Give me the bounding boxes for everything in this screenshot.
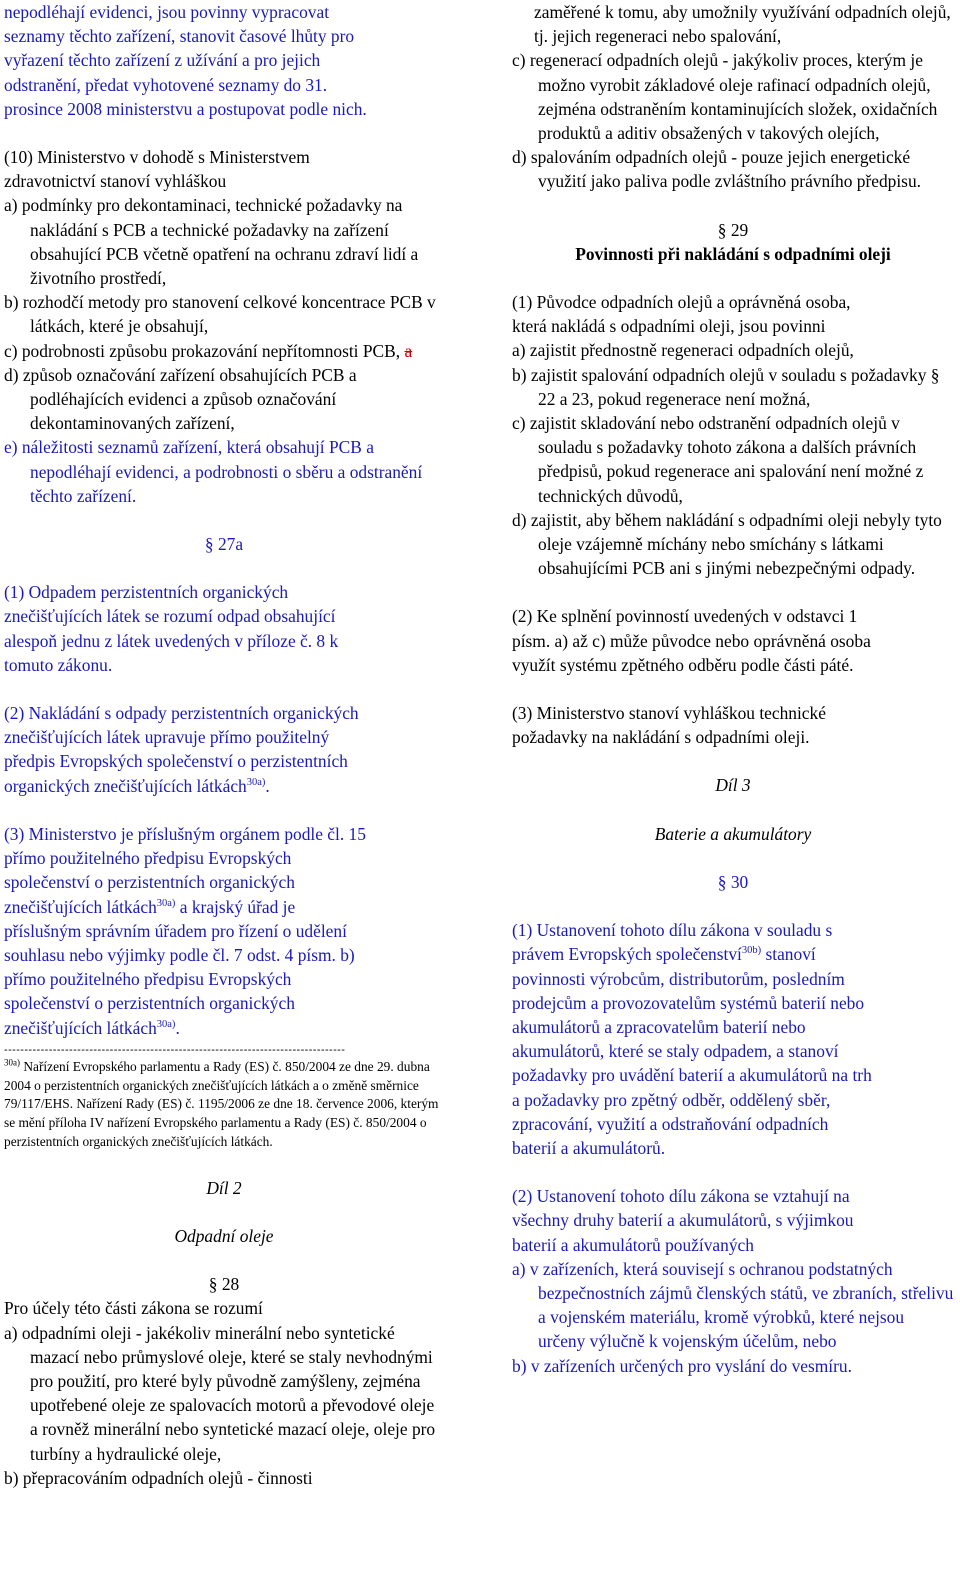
text-line: (1) Ustanovení tohoto dílu zákona v souladu s xyxy=(512,920,833,941)
list-item: b) zajistit spalování odpadních olejů v souladu s požadavky § 22 a 23, pokud regenerace není možná, xyxy=(512,364,940,409)
text-line: (10) Ministerstvo v dohodě s Ministerstvem xyxy=(4,147,310,168)
text-line: využít systému zpětného odběru podle části páté. xyxy=(512,654,854,675)
list-item: a) odpadními oleji - jakékoliv minerální nebo syntetické mazací nebo průmyslové oleje, které se staly nevhodnými pro použití, pro které byly původně zamýšleny, zejména upotřebené oleje ze spalovacích motorů a převodové oleje a rovněž minerální nebo syntetické mazací oleje, oleje pro turbíny a hydraulické oleje, xyxy=(4,1322,436,1464)
list-item: c) zajistit skladování nebo odstranění odpadních olejů v souladu s požadavky tohoto zákona a dalších právních předpisů, pokud regenerace ani spalování není možné z technických důvodů, xyxy=(512,413,924,506)
list-item-text: c) podrobnosti způsobu prokazování nepřítomnosti PCB, xyxy=(4,340,401,361)
list-item: b) v zařízeních určených pro vyslání do vesmíru. xyxy=(512,1355,852,1376)
text-span: organických znečišťujících látkách xyxy=(4,775,247,796)
text-line: přímo použitelného předpisu Evropských xyxy=(4,969,292,990)
text-line: požadavky na nakládání s odpadními oleji. xyxy=(512,727,810,748)
list-item: e) náležitosti seznamů zařízení, která obsahují PCB a nepodléhají evidenci, a podrobnosti o sběru a odstranění těchto zařízení. xyxy=(4,437,423,506)
list-item: d) spalováním odpadních olejů - pouze jejich energetické využití jako paliva podle zvláštního právního předpisu. xyxy=(512,147,921,192)
text-line: (1) Původce odpadních olejů a oprávněná osoba, xyxy=(512,292,851,313)
part-2-title: Odpadní oleje xyxy=(174,1225,274,1246)
section-28-heading: § 28 xyxy=(208,1274,240,1295)
text-line: požadavky pro uvádění baterií a akumulátorů na trh xyxy=(512,1065,872,1086)
list-item-continuation: zaměřené k tomu, aby umožnily využívání odpadních olejů, tj. jejich regeneraci nebo spalování, xyxy=(534,2,951,47)
text-line: zdravotnictví stanoví vyhláškou xyxy=(4,171,227,192)
sec29-paragraph-1 xyxy=(512,290,954,580)
text-line: seznamy těchto zařízení, stanovit časové lhůty pro xyxy=(4,26,355,47)
text-line: (3) Ministerstvo stanoví vyhláškou technické xyxy=(512,703,826,724)
list-item: c) regenerací odpadních olejů - jakýkoliv proces, kterým je možno vyrobit základové oleje rafinací odpadních olejů, zejména odstraněním kontaminujících složek, oxidačních produktů a aditiv obsažených v takových olejích, xyxy=(512,50,938,144)
text-line: (2) Ustanovení tohoto dílu zákona se vztahují na xyxy=(512,1186,850,1207)
text-line: povinnosti výrobcům, distributorům, posledním xyxy=(512,968,845,989)
text-line: nepodléhají evidenci, jsou povinny vypracovat xyxy=(4,2,330,22)
part-2-label: Díl 2 xyxy=(206,1177,242,1198)
sec30-paragraph-2 xyxy=(512,1184,954,1378)
text-line: tomuto zákonu. xyxy=(4,654,113,675)
text-span: . xyxy=(175,1017,180,1038)
footnote-ref: 30a) xyxy=(156,897,176,909)
text-line: odstranění, předat vyhotovené seznamy do 31. xyxy=(4,74,328,95)
text-line: alespoň jednu z látek uvedených v příloze č. 8 k xyxy=(4,630,339,651)
text-line: společenství o perzistentních organických xyxy=(4,993,295,1014)
text-span: znečišťujících látkách xyxy=(4,1017,157,1038)
text-line: společenství o perzistentních organických xyxy=(4,872,295,893)
paragraph-10 xyxy=(4,145,444,508)
text-span: znečišťujících látkách xyxy=(4,896,157,917)
footnote-ref: 30a) xyxy=(246,776,266,788)
text-line: baterií a akumulátorů používaných xyxy=(512,1234,754,1255)
sec29-paragraph-2 xyxy=(512,604,954,677)
struck-word: a xyxy=(404,340,413,361)
sec27a-paragraph-3 xyxy=(4,822,444,1040)
intro-paragraph xyxy=(4,0,444,121)
sec27a-paragraph-2 xyxy=(4,701,444,798)
text-line: a požadavky pro zpětný odběr, oddělený sběr, xyxy=(512,1089,831,1110)
text-span: stanoví xyxy=(761,944,816,965)
list-item: a) zajistit přednostně regeneraci odpadních olejů, xyxy=(512,340,854,361)
footnote-ref: 30b) xyxy=(741,945,762,957)
footnote-ref: 30a) xyxy=(156,1018,176,1030)
text-line: příslušným správním úřadem pro řízení o udělení xyxy=(4,920,347,941)
text-line: předpis Evropských společenství o perzistentních xyxy=(4,751,348,772)
text-line xyxy=(4,1016,444,1040)
text-span: právem Evropských společenství xyxy=(512,944,742,965)
section-29-heading: § 29 xyxy=(717,219,749,240)
list-item: a) podmínky pro dekontaminaci, technické požadavky na nakládání s PCB a technické požadavky na zařízení obsahující PCB včetně opatření na ochranu zdraví lidí a životního prostředí, xyxy=(4,195,419,289)
sec29-paragraph-3 xyxy=(512,701,954,749)
sec27a-paragraph-1 xyxy=(4,580,444,677)
footnote-text: Nařízení Evropského parlamentu a Rady (ES) č. 850/2004 ze dne 29. dubna 2004 o perzistentních organických znečišťujících látkách a o změně směrnice 79/117/EHS. Nařízení Rady (ES) č. 1195/2006 ze dne 18. července 2006, kterým se mění příloha IV nařízení Evropského parlamentu a Rady (ES) č. 850/2004 o perzistentních organických znečišťujících látkách. xyxy=(4,1058,439,1149)
text-line: přímo použitelného předpisu Evropských xyxy=(4,848,292,869)
list-item: b) přepracováním odpadních olejů - činnosti xyxy=(4,1467,313,1488)
text-line: všechny druhy baterií a akumulátorů, s výjimkou xyxy=(512,1210,854,1231)
list-item: a) v zařízeních, která souvisejí s ochranou podstatných bezpečnostních zájmů členských států, ve zbraních, střelivu a vojenském materiálu, kromě výrobků, které nejsou určeny výlučně k vojenským účelům, nebo xyxy=(512,1258,954,1352)
text-line: akumulátorů a zpracovatelům baterií nebo xyxy=(512,1016,806,1037)
list-item: d) zajistit, aby během nakládání s odpadními oleji nebyly tyto oleje vzájemně míchány nebo smíchány s látkami obsahujícími PCB ani s jinými nebezpečnými odpady. xyxy=(512,509,942,579)
text-line: akumulátorů, které se staly odpadem, a stanoví xyxy=(512,1041,839,1062)
text-line: zpracování, využití a odstraňování odpadních xyxy=(512,1113,829,1134)
text-line: (2) Nakládání s odpady perzistentních organických xyxy=(4,703,359,724)
list-item: d) způsob označování zařízení obsahujících PCB a podléhajících evidenci a způsob označování dekontaminovaných zařízení, xyxy=(4,364,357,434)
section-29-title: Povinnosti při nakládání s odpadními oleji xyxy=(575,243,891,264)
text-line xyxy=(4,774,444,798)
list-item xyxy=(4,339,444,363)
section-28-intro: Pro účely této části zákona se rozumí xyxy=(4,1298,263,1319)
text-line: znečišťujících látek se rozumí odpad obsahující xyxy=(4,606,336,627)
sec30-paragraph-1 xyxy=(512,918,954,1160)
text-line xyxy=(512,942,954,966)
text-line: souhlasu nebo výjimky podle čl. 7 odst. 4 písm. b) xyxy=(4,944,355,965)
text-span: a krajský úřad je xyxy=(175,896,296,917)
text-line: vyřazení těchto zařízení z užívání a pro jejich xyxy=(4,50,321,71)
part-3-label: Díl 3 xyxy=(715,775,751,796)
text-line: znečišťujících látek upravuje přímo použitelný xyxy=(4,727,330,748)
text-line: prosince 2008 ministerstvu a postupovat podle nich. xyxy=(4,98,367,119)
footnote xyxy=(4,1058,444,1152)
text-line: (2) Ke splnění povinností uvedených v odstavci 1 xyxy=(512,606,858,627)
section-30-heading: § 30 xyxy=(717,871,749,892)
text-line: (1) Odpadem perzistentních organických xyxy=(4,582,289,603)
footnote-separator: ------------------------------------------------------------------------------------ xyxy=(4,1043,346,1056)
text-line: písm. a) až c) může původce nebo oprávněná osoba xyxy=(512,630,871,651)
text-line: prodejcům a provozovatelům systémů baterií nebo xyxy=(512,992,865,1013)
right-column xyxy=(512,0,954,1378)
text-line xyxy=(4,895,444,919)
part-3-title: Baterie a akumulátory xyxy=(654,823,812,844)
list-item: b) rozhodčí metody pro stanovení celkové koncentrace PCB v látkách, které je obsahují, xyxy=(4,292,436,337)
text-line: baterií a akumulátorů. xyxy=(512,1137,666,1158)
text-line: která nakládá s odpadními oleji, jsou povinni xyxy=(512,316,826,337)
section-27a-heading: § 27a xyxy=(204,534,244,555)
left-column xyxy=(4,0,444,1490)
text-span: . xyxy=(265,775,270,796)
text-line: (3) Ministerstvo je příslušným orgánem podle čl. 15 xyxy=(4,823,366,844)
footnote-ref: 30a) xyxy=(4,1057,20,1068)
